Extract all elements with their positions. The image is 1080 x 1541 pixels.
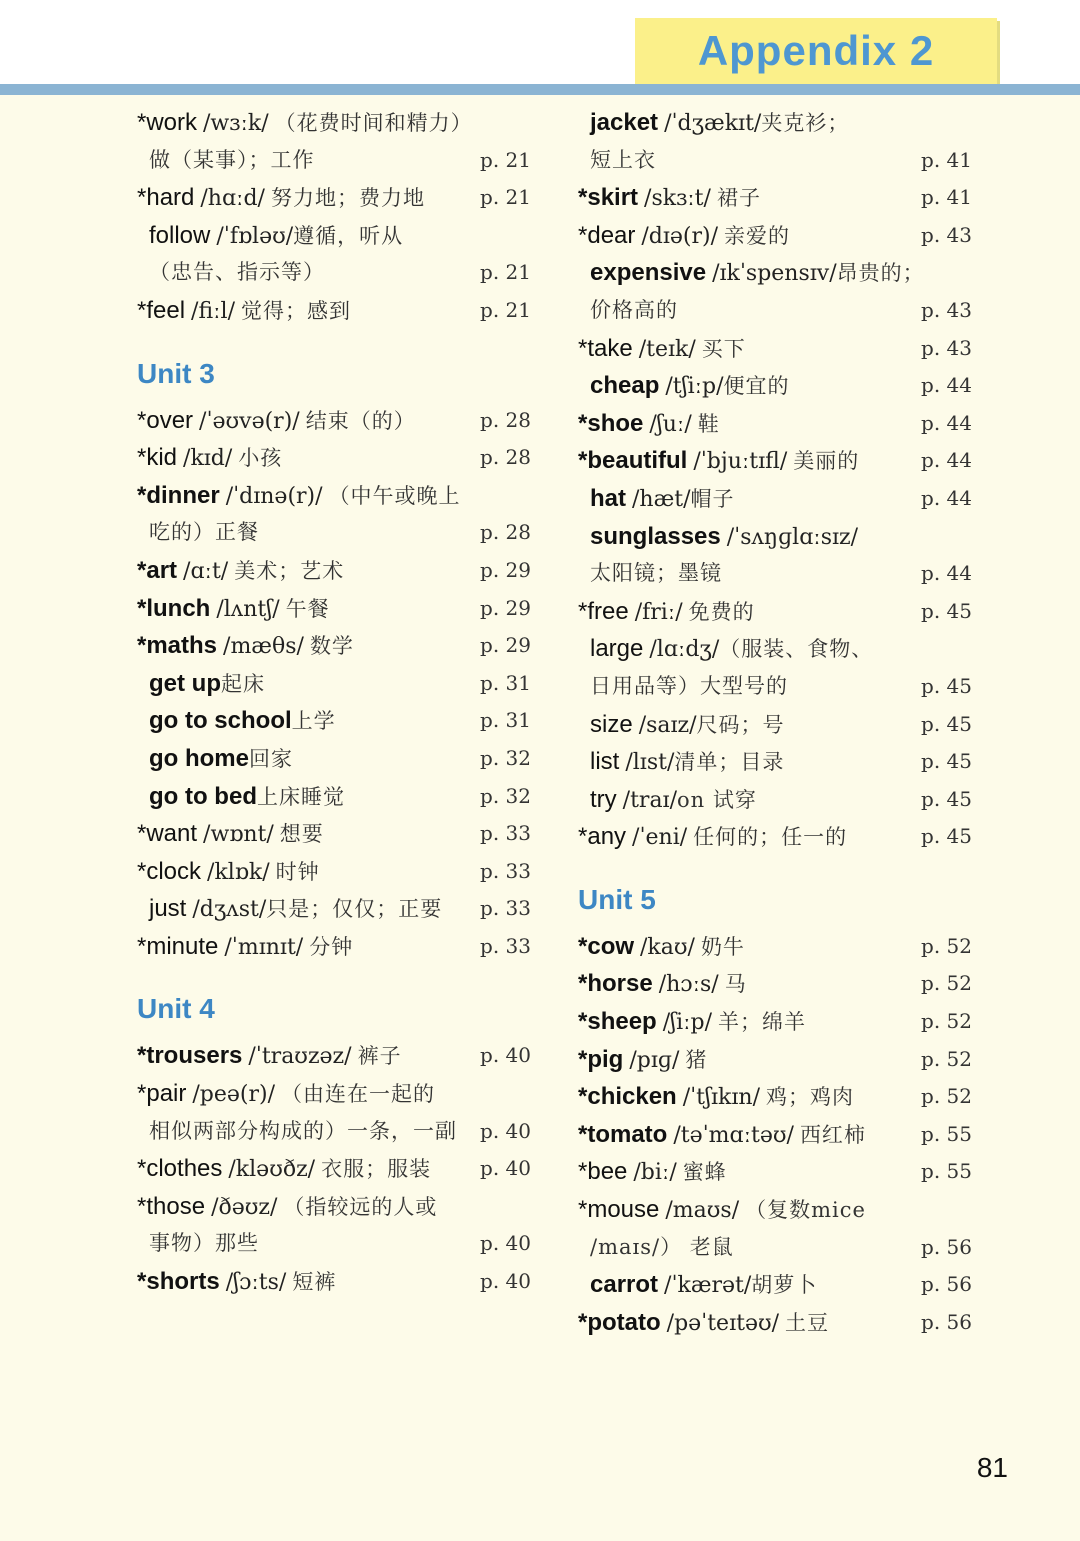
entry-meaning: 只是；仅仅；正要 [266, 897, 443, 922]
entry-page-ref: p. 56 [921, 1234, 972, 1259]
entry-meaning: 裤子 [357, 1044, 402, 1069]
vocab-entry [578, 179, 978, 217]
entry-page-ref: p. 21 [480, 297, 531, 322]
entry-page-ref: p. 40 [480, 1118, 531, 1143]
entry-meaning: 想要 [279, 822, 324, 847]
vocab-entry [137, 1075, 537, 1113]
vocab-entry [578, 965, 978, 1003]
entry-phonetic: /wɒnt/ [203, 822, 274, 848]
entry-page-ref: p. 52 [921, 933, 972, 958]
vocab-entry [137, 853, 537, 891]
entry-meaning: 蜜蜂 [682, 1160, 727, 1185]
entry-meaning: 分钟 [309, 934, 354, 959]
entry-word: *lunch [137, 594, 211, 622]
entry-word: *maths [137, 632, 218, 660]
vocab-entry [137, 740, 537, 778]
entry-page-ref: p. 55 [921, 1121, 972, 1146]
entry-page-ref: p. 52 [921, 1084, 972, 1109]
vocab-entry [578, 1266, 978, 1304]
entry-meaning: 时钟 [275, 859, 320, 884]
entry-word: sunglasses [590, 522, 721, 550]
vocab-entry [137, 1150, 537, 1188]
entry-continuation [578, 292, 978, 330]
vocab-entry [137, 552, 537, 590]
vocab-entry [137, 179, 537, 217]
entry-meaning: 马 [724, 972, 747, 997]
entry-phonetic: /ʃiːp/ [662, 1010, 713, 1036]
entry-word: *dinner [137, 481, 220, 509]
entry-meaning: 胡萝卜 [751, 1273, 818, 1298]
entry-word: *bee [578, 1158, 628, 1186]
entry-page-ref: p. 33 [480, 821, 531, 846]
entry-meaning: 西红柿 [799, 1122, 866, 1147]
entry-page-ref: p. 40 [480, 1043, 531, 1068]
entry-page-ref: p. 31 [480, 708, 531, 733]
entry-meaning: 任何的；任一的 [693, 825, 848, 850]
vocab-entry [578, 743, 978, 781]
entry-word: *tomato [578, 1120, 668, 1148]
entry-word: large [590, 635, 644, 663]
entry-meaning: 鸡；鸡肉 [765, 1085, 854, 1110]
page-title: Appendix 2 [697, 27, 935, 74]
entry-meaning: 太阳镜；墨镜 [590, 561, 722, 586]
entry-page-ref: p. 28 [480, 445, 531, 470]
entry-word: *hard [137, 184, 195, 212]
entry-phonetic: /ˈtʃɪkɪn/ [682, 1085, 760, 1111]
vocab-entry [578, 1078, 978, 1116]
entry-page-ref: p. 40 [480, 1231, 531, 1256]
entry-phonetic: /ˈfɒləʊ/ [216, 223, 294, 249]
entry-meaning: 日用品等）大型号的 [590, 673, 788, 698]
vocab-entry [578, 593, 978, 631]
entry-phonetic: /ɪkˈspensɪv/ [712, 261, 837, 287]
entry-phonetic: /dɪə(r)/ [641, 223, 719, 249]
entry-meaning: 羊；绵羊 [718, 1010, 807, 1035]
entry-meaning: 鞋 [697, 411, 720, 436]
entry-word: *free [578, 597, 629, 625]
entry-meaning: 便宜的 [723, 374, 790, 399]
entry-word: jacket [590, 109, 659, 136]
entry-meaning: 觉得；感到 [241, 298, 351, 323]
entry-phonetic: /hɑːd/ [200, 186, 265, 212]
entry-page-ref: p. 28 [480, 407, 531, 432]
vocabulary-column-left [137, 104, 537, 1301]
unit-heading: Unit 5 [578, 883, 656, 915]
entry-word: *pig [578, 1045, 624, 1073]
vocabulary-column-right [578, 104, 978, 1341]
entry-meaning: 免费的 [688, 599, 755, 624]
vocab-entry [578, 818, 978, 856]
entry-meaning: 吃的）正餐 [149, 520, 259, 545]
entry-word: go to bed [149, 782, 257, 810]
vocab-entry [578, 1153, 978, 1191]
entry-phonetic: /klɒk/ [207, 859, 270, 885]
vocab-entry [578, 1304, 978, 1342]
entry-phonetic: /traɪ/ [622, 787, 678, 813]
vocab-entry [137, 665, 537, 703]
entry-page-ref: p. 44 [921, 410, 972, 435]
entry-phonetic: /hæt/ [632, 486, 691, 512]
vocab-entry [578, 706, 978, 744]
entry-word: carrot [590, 1271, 659, 1299]
entry-phonetic: /pəˈteɪtəʊ/ [666, 1310, 780, 1336]
entry-phonetic: /ˈbjuːtɪfl/ [693, 449, 788, 475]
entry-word: *horse [578, 970, 653, 998]
entry-word: try [590, 785, 617, 813]
vocab-entry [137, 477, 537, 515]
entry-word: *pair [137, 1080, 187, 1108]
entry-word: list [590, 748, 620, 776]
entry-phonetic: /lɑːdʒ/ [649, 637, 720, 663]
entry-page-ref: p. 44 [921, 485, 972, 510]
entry-meaning: 做（某事）；工作 [149, 147, 315, 172]
entry-continuation [578, 1229, 978, 1267]
entry-phonetic: /wɜːk/ [203, 111, 269, 136]
entry-meaning: 昂贵的； [836, 261, 925, 286]
vocab-entry [137, 402, 537, 440]
entry-meaning: 午餐 [285, 596, 330, 621]
entry-meaning: 帽子 [690, 486, 735, 511]
entry-word: hat [590, 484, 626, 512]
entry-meaning: 美术；艺术 [234, 558, 345, 583]
entry-word: go home [149, 744, 249, 772]
unit-heading: Unit 3 [137, 357, 215, 389]
entry-word: size [590, 710, 633, 738]
entry-meaning: （复数mice [745, 1198, 866, 1223]
entry-phonetic: /ɑːt/ [183, 558, 229, 584]
entry-word: *clock [137, 857, 202, 885]
entry-phonetic: /kaʊ/ [640, 934, 695, 960]
unit-heading: Unit 4 [137, 993, 215, 1025]
entry-phonetic: /skɜːt/ [644, 186, 711, 212]
vocab-entry [578, 781, 978, 819]
entry-word: *kid [137, 444, 178, 472]
entry-page-ref: p. 40 [480, 1156, 531, 1181]
entry-page-ref: p. 21 [480, 147, 531, 172]
entry-continuation [137, 1113, 537, 1151]
entry-phonetic: /ˈkærət/ [664, 1273, 752, 1299]
entry-meaning: 土豆 [785, 1310, 830, 1335]
entry-phonetic: /peə(r)/ [192, 1082, 275, 1108]
entry-page-ref: p. 33 [480, 896, 531, 921]
entry-meaning: （指较远的人或 [283, 1194, 438, 1219]
entry-word: *beautiful [578, 447, 688, 475]
entry-page-ref: p. 43 [921, 222, 972, 247]
entry-phonetic: /fiːl/ [191, 298, 235, 324]
entry-phonetic: /kləʊðz/ [228, 1157, 316, 1183]
entry-page-ref: p. 44 [921, 561, 972, 586]
entry-meaning: 清单；目录 [674, 750, 785, 775]
entry-page-ref: p. 41 [921, 147, 972, 172]
entry-page-ref: p. 29 [480, 633, 531, 658]
entry-page-ref: p. 45 [921, 749, 972, 774]
entry-word: *trousers [137, 1042, 243, 1070]
appendix-title-banner [635, 18, 997, 84]
entry-phonetic: /teɪk/ [638, 336, 696, 362]
entry-meaning: （中午或晚上 [328, 483, 461, 508]
entry-meaning: 奶牛 [700, 934, 745, 959]
entry-page-ref: p. 45 [921, 598, 972, 623]
vocab-entry [578, 405, 978, 443]
entry-meaning: 尺码；号 [696, 712, 785, 737]
entry-word: *feel [137, 296, 186, 324]
vocab-entry [578, 367, 978, 405]
entry-phonetic: /ʃuː/ [649, 411, 692, 437]
vocab-entry [137, 1263, 537, 1301]
entry-meaning: 短上衣 [590, 147, 656, 172]
vocab-entry [137, 217, 537, 255]
entry-phonetic: /ˈmɪnɪt/ [224, 934, 304, 960]
entry-phonetic: /ˈəʊvə(r)/ [199, 408, 300, 434]
vocab-entry [137, 702, 537, 740]
entry-continuation [578, 142, 978, 180]
entry-page-ref: p. 29 [480, 557, 531, 582]
entry-phonetic: /hɔːs/ [658, 972, 719, 998]
entry-page-ref: p. 45 [921, 786, 972, 811]
entry-word: *take [578, 334, 633, 362]
entry-phonetic: /saɪz/ [638, 712, 697, 738]
entry-meaning: 夹克衫； [761, 111, 850, 135]
vocab-entry [137, 104, 537, 142]
entry-meaning: on 试穿 [677, 787, 757, 812]
entry-meaning: 上学 [291, 709, 336, 734]
entry-continuation [137, 1225, 537, 1263]
entry-meaning: （花费时间和精力） [274, 111, 473, 135]
entry-page-ref: p. 33 [480, 858, 531, 883]
entry-word: *any [578, 823, 627, 851]
entry-word: follow [149, 221, 211, 249]
entry-continuation [137, 514, 537, 552]
entry-meaning: （忠告、指示等） [149, 260, 325, 285]
entry-page-ref: p. 52 [921, 1046, 972, 1071]
vocab-entry [578, 1003, 978, 1041]
entry-page-ref: p. 45 [921, 673, 972, 698]
entry-phonetic: /ʃɔːts/ [225, 1270, 287, 1296]
entry-meaning: /maɪs/） 老鼠 [590, 1234, 734, 1259]
entry-page-ref: p. 33 [480, 933, 531, 958]
entry-page-ref: p. 40 [480, 1269, 531, 1294]
entry-page-ref: p. 55 [921, 1159, 972, 1184]
entry-meaning: 回家 [249, 746, 293, 771]
vocab-entry [578, 480, 978, 518]
vocab-entry [578, 254, 978, 292]
entry-word: *want [137, 820, 198, 848]
entry-phonetic: /kɪd/ [183, 446, 233, 472]
entry-meaning: 价格高的 [590, 297, 678, 322]
entry-phonetic: /ˈsʌŋɡlɑːsɪz/ [726, 524, 859, 550]
entry-page-ref: p. 43 [921, 297, 972, 322]
entry-word: *art [137, 556, 178, 584]
entry-meaning: 猪 [685, 1047, 708, 1072]
vocab-entry [137, 627, 537, 665]
vocab-entry [137, 1037, 537, 1075]
entry-meaning: 买下 [701, 336, 746, 361]
entry-page-ref: p. 21 [480, 260, 531, 285]
entry-meaning: 亲爱的 [724, 223, 791, 248]
entry-word: *shoe [578, 409, 644, 437]
vocab-entry [578, 217, 978, 255]
vocab-entry [137, 815, 537, 853]
entry-word: *chicken [578, 1083, 677, 1111]
entry-page-ref: p. 28 [480, 520, 531, 545]
entry-word: *dear [578, 221, 636, 249]
entry-word: *shorts [137, 1268, 220, 1296]
entry-meaning: 上床睡觉 [256, 784, 345, 809]
entry-word: *clothes [137, 1155, 223, 1183]
entry-page-ref: p. 52 [921, 971, 972, 996]
entry-page-ref: p. 52 [921, 1009, 972, 1034]
entry-phonetic: /ˈdʒækɪt/ [664, 111, 762, 136]
entry-phonetic: /ˈeni/ [632, 825, 688, 851]
vocab-entry [137, 778, 537, 816]
entry-page-ref: p. 44 [921, 373, 972, 398]
entry-page-ref: p. 32 [480, 783, 531, 808]
entry-meaning: 衣服；服装 [321, 1157, 432, 1182]
entry-meaning: 努力地；费力地 [270, 186, 425, 211]
entry-meaning: （由连在一起的 [281, 1082, 435, 1107]
entry-page-ref: p. 21 [480, 185, 531, 210]
entry-meaning: 遵循，听从 [293, 223, 404, 248]
entry-page-ref: p. 44 [921, 448, 972, 473]
entry-word: *skirt [578, 184, 639, 212]
entry-page-ref: p. 56 [921, 1309, 972, 1334]
vocab-entry [578, 104, 978, 142]
entry-phonetic: /ˈdɪnə(r)/ [225, 483, 323, 509]
entry-meaning: 结束（的） [305, 408, 416, 433]
page-number: 81 [976, 1452, 1008, 1483]
entry-meaning: 美丽的 [793, 449, 860, 474]
entry-phonetic: /lʌntʃ/ [216, 596, 280, 622]
entry-meaning: 短裤 [292, 1270, 337, 1295]
entry-phonetic: /friː/ [634, 599, 683, 625]
entry-page-ref: p. 43 [921, 335, 972, 360]
entry-meaning: 起床 [221, 671, 265, 696]
vocab-entry [137, 439, 537, 477]
entry-phonetic: /maʊs/ [665, 1198, 740, 1224]
entry-phonetic: /lɪst/ [625, 750, 675, 776]
entry-continuation [137, 142, 537, 180]
entry-meaning: （服装、食物、 [719, 637, 874, 662]
entry-page-ref: p. 32 [480, 745, 531, 770]
entry-word: *sheep [578, 1008, 657, 1036]
entry-meaning: 裙子 [716, 186, 761, 211]
entry-word: *over [137, 406, 194, 434]
entry-word: cheap [590, 372, 660, 400]
entry-page-ref: p. 31 [480, 670, 531, 695]
vocab-entry [137, 590, 537, 628]
entry-word: just [149, 895, 187, 923]
entry-page-ref: p. 45 [921, 711, 972, 736]
entry-word: *minute [137, 932, 219, 960]
vocab-entry [578, 1116, 978, 1154]
vocab-entry [578, 518, 978, 556]
entry-word: *mouse [578, 1196, 660, 1224]
entry-phonetic: /biː/ [633, 1160, 677, 1186]
vocab-entry [137, 292, 537, 330]
entry-continuation [578, 555, 978, 593]
entry-word: expensive [590, 259, 707, 287]
entry-word: *work [137, 109, 198, 136]
vocab-entry [578, 1191, 978, 1229]
entry-word: *those [137, 1192, 206, 1220]
entry-meaning: 小孩 [238, 446, 283, 471]
vocab-entry [137, 928, 537, 966]
entry-continuation [578, 668, 978, 706]
entry-word: *cow [578, 932, 635, 960]
vocab-entry [578, 630, 978, 668]
entry-phonetic: /təˈmɑːtəʊ/ [673, 1122, 794, 1148]
vocab-entry [578, 1041, 978, 1079]
vocab-entry [578, 330, 978, 368]
entry-word: get up [149, 669, 221, 697]
vocab-entry [137, 1188, 537, 1226]
entry-phonetic: /ˈtraʊzəz/ [248, 1044, 352, 1070]
vocab-entry [578, 928, 978, 966]
entry-word: go to school [149, 707, 292, 735]
entry-page-ref: p. 41 [921, 185, 972, 210]
entry-phonetic: /tʃiːp/ [665, 374, 724, 400]
vocab-entry [578, 442, 978, 480]
header-rule [0, 84, 1080, 95]
entry-phonetic: /mæθs/ [223, 634, 304, 660]
entry-phonetic: /dʒʌst/ [192, 897, 267, 923]
entry-page-ref: p. 45 [921, 824, 972, 849]
entry-meaning: 相似两部分构成的）一条，一副 [149, 1118, 457, 1143]
entry-phonetic: /pɪɡ/ [629, 1047, 680, 1073]
vocab-entry [137, 890, 537, 928]
entry-page-ref: p. 29 [480, 595, 531, 620]
entry-page-ref: p. 56 [921, 1272, 972, 1297]
entry-continuation [137, 254, 537, 292]
entry-phonetic: /ðəʊz/ [211, 1194, 278, 1220]
entry-meaning: 数学 [309, 634, 354, 659]
entry-word: *potato [578, 1308, 661, 1336]
entry-meaning: 事物）那些 [149, 1231, 259, 1256]
